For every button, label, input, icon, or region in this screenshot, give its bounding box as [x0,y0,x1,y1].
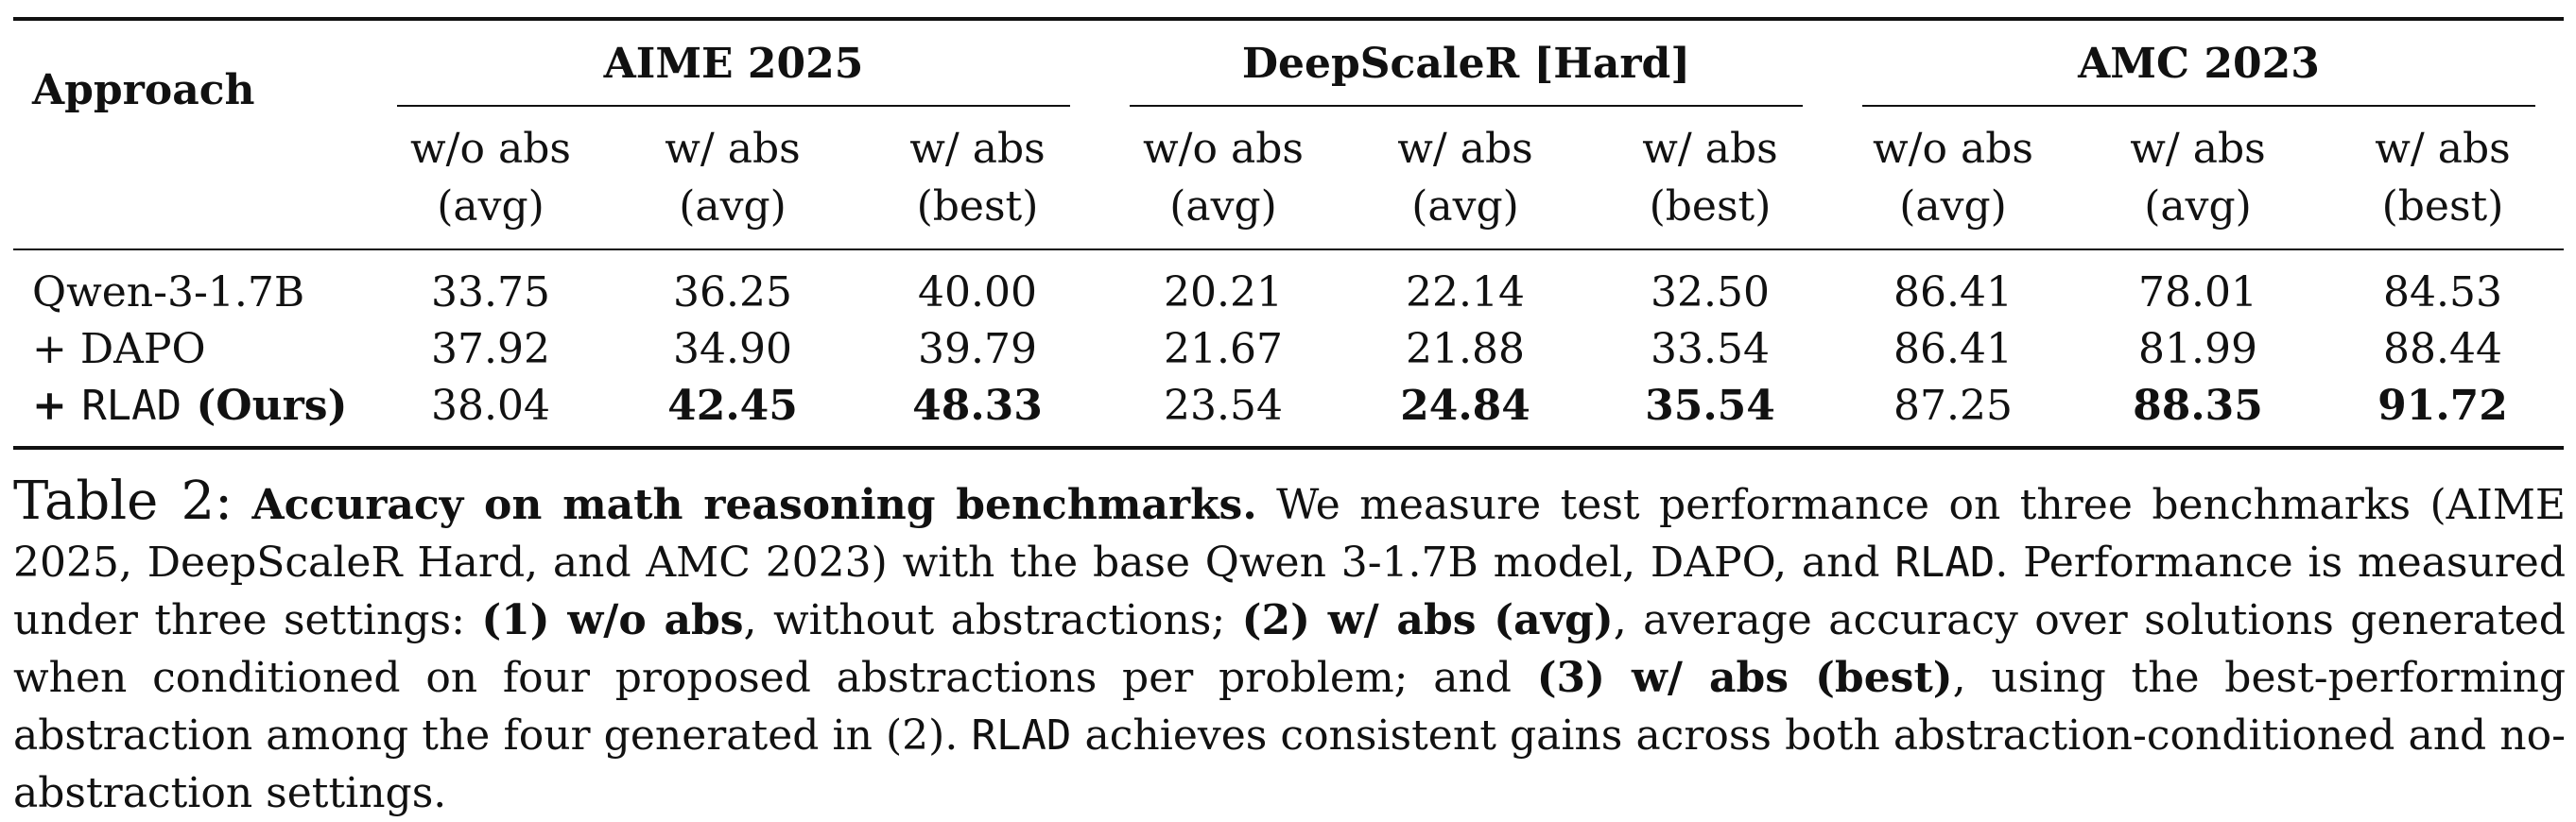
caption-text: We measure test performance on three benchmarks (AIME 2025, DeepScaleR Hard, and AMC 2023) with the base Qwen 3-1.7B model, DAPO, and [13,481,2566,587]
table-cell: 33.54 [1651,325,1770,373]
approach-header: Approach [32,66,255,114]
table-cell: 88.44 [2383,325,2502,373]
subheader: w/ abs [2130,125,2266,173]
table-cell: 20.21 [1164,268,1283,317]
subheader: w/ abs [1397,125,1533,173]
caption-text: . Performance is measured under three settings: [13,539,2566,644]
group-header-aime: AIME 2025 [603,40,864,88]
table-cell: 23.54 [1164,382,1283,430]
caption-label: Table 2: [13,471,233,532]
table-cell: 35.54 [1645,382,1775,430]
table-cell: 48.33 [912,382,1043,430]
table-cell: 88.35 [2133,382,2263,430]
table-cell: 86.41 [1893,325,2013,373]
group-underline-aime [397,105,1070,107]
group-header-deepscaler: DeepScaleR [Hard] [1241,40,1691,88]
top-rule [13,17,2564,21]
subheader: (best) [916,182,1039,231]
table-cell: 42.45 [667,382,798,430]
table-cell: 81.99 [2138,325,2257,373]
subheader: (avg) [2144,182,2252,231]
table-cell: 86.41 [1893,268,2013,317]
row-name-prefix: + [32,382,82,430]
row-name: + DAPO [32,325,206,373]
caption-setting-1: (1) w/o abs [481,596,744,644]
subheader: w/ abs [1642,125,1778,173]
caption-text: , average accuracy over solutions generated when conditioned on four proposed abstractions per problem; and [13,596,2566,702]
group-underline-deepscaler [1130,105,1803,107]
caption-method: RLAD [971,711,1072,760]
table-cell: 24.84 [1400,382,1530,430]
row-name-suffix: (Ours) [182,382,348,430]
bottom-rule [13,446,2564,450]
subheader: (best) [1649,182,1772,231]
caption-method: RLAD [1894,539,1996,587]
table-cell: 84.53 [2383,268,2502,317]
subheader: w/o abs [1873,125,2033,173]
table-cell: 38.04 [431,382,550,430]
subheader: w/ abs [665,125,801,173]
caption-text: , without abstractions; [743,596,1226,644]
caption-title: Accuracy on math reasoning benchmarks. [251,481,1257,529]
group-underline-amc [1862,105,2535,107]
subheader: (avg) [1411,182,1519,231]
subheader: w/ abs [2375,125,2511,173]
table-cell: 40.00 [918,268,1037,317]
table-cell: 36.25 [673,268,792,317]
table-cell: 33.75 [431,268,550,317]
subheader: w/o abs [410,125,571,173]
table-cell: 87.25 [1893,382,2013,430]
table-cell: 39.79 [918,325,1037,373]
mid-rule [13,248,2564,250]
table-cell: 22.14 [1406,268,1525,317]
subheader: (avg) [1899,182,2007,231]
caption-setting-2: (2) w/ abs (avg) [1241,596,1614,644]
caption-setting-3: (3) w/ abs (best) [1536,654,1953,702]
row-name [32,378,347,435]
table-caption [13,472,2566,822]
table-cell: 37.92 [431,325,550,373]
subheader: w/ abs [909,125,1046,173]
method-name: RLAD [81,382,182,430]
table-cell: 34.90 [673,325,792,373]
caption-text: achieves consistent gains across both abstraction-conditioned and no-abstraction settings. [13,711,2567,817]
table-cell: 91.72 [2377,382,2508,430]
group-header-amc: AMC 2023 [2078,40,2320,88]
subheader: (avg) [679,182,787,231]
subheader: (best) [2381,182,2504,231]
row-name: Qwen-3-1.7B [32,268,305,317]
subheader: (avg) [1169,182,1277,231]
table-cell: 21.88 [1406,325,1525,373]
table-cell: 21.67 [1164,325,1283,373]
caption-text: , using the best-performing abstraction among the four generated in (2). [13,654,2566,760]
table-cell: 78.01 [2138,268,2257,317]
subheader: (avg) [437,182,545,231]
subheader: w/o abs [1143,125,1304,173]
table-cell: 32.50 [1651,268,1770,317]
